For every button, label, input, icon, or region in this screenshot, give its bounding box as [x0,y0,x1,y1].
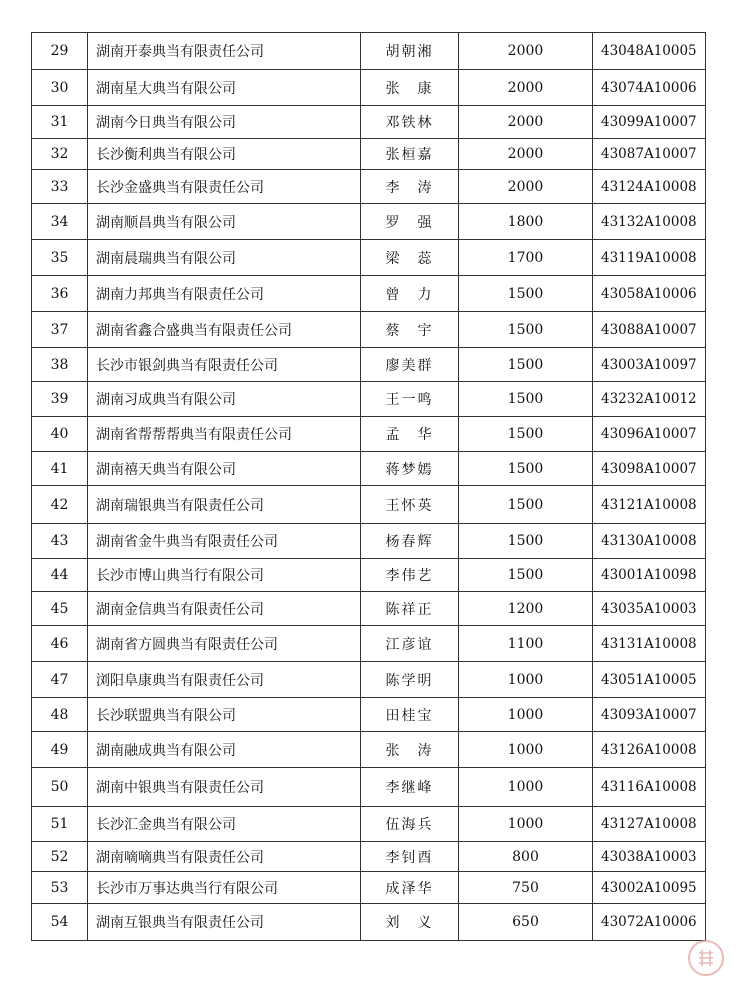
table-row [32,559,706,592]
legal-representative: 李钊酉 [361,842,459,872]
table-row [32,904,706,941]
legal-representative: 蔡 宇 [361,312,459,348]
company-name: 湖南晨瑞典当有限公司 [88,240,361,276]
license-number: 43038A10003 [593,842,706,872]
license-number: 43074A10006 [593,70,706,106]
company-name: 湖南力邦典当有限责任公司 [88,276,361,312]
row-number: 30 [32,70,88,106]
company-name: 湖南省方圆典当有限责任公司 [88,626,361,662]
registered-capital: 1500 [459,276,593,312]
legal-representative: 伍海兵 [361,807,459,842]
legal-representative: 张 康 [361,70,459,106]
row-number: 42 [32,486,88,524]
license-number: 43116A10008 [593,768,706,807]
company-name: 长沙衡利典当有限公司 [88,139,361,170]
row-number: 46 [32,626,88,662]
license-number: 43098A10007 [593,452,706,486]
license-number: 43127A10008 [593,807,706,842]
table-row [32,626,706,662]
table-row [32,106,706,139]
registered-capital: 1000 [459,807,593,842]
company-name: 湖南习成典当有限公司 [88,382,361,417]
company-name: 湖南互银典当有限责任公司 [88,904,361,941]
legal-representative: 陈祥正 [361,592,459,626]
table-row [32,170,706,204]
license-number: 43126A10008 [593,732,706,768]
legal-representative: 孟 华 [361,417,459,452]
legal-representative: 胡朝湘 [361,33,459,70]
license-number: 43002A10095 [593,872,706,904]
legal-representative: 廖美群 [361,348,459,382]
table-row [32,872,706,904]
table-row [32,807,706,842]
company-name: 湖南融成典当有限公司 [88,732,361,768]
registered-capital: 1500 [459,348,593,382]
license-number: 43131A10008 [593,626,706,662]
legal-representative: 田桂宝 [361,698,459,732]
table-row [32,70,706,106]
legal-representative: 陈学明 [361,662,459,698]
legal-representative: 梁 蕊 [361,240,459,276]
pawnshop-list-table [31,32,706,941]
company-name: 长沙联盟典当有限公司 [88,698,361,732]
legal-representative: 杨春辉 [361,524,459,559]
row-number: 51 [32,807,88,842]
table-row [32,240,706,276]
registered-capital: 1500 [459,312,593,348]
company-name: 长沙市银剑典当有限责任公司 [88,348,361,382]
company-name: 长沙市万事达典当行有限公司 [88,872,361,904]
table-row [32,417,706,452]
company-name: 浏阳阜康典当有限责任公司 [88,662,361,698]
license-number: 43087A10007 [593,139,706,170]
row-number: 39 [32,382,88,417]
registered-capital: 1500 [459,486,593,524]
row-number: 31 [32,106,88,139]
legal-representative: 王怀英 [361,486,459,524]
table-body [32,33,706,941]
license-number: 43130A10008 [593,524,706,559]
company-name: 湖南省金牛典当有限责任公司 [88,524,361,559]
legal-representative: 张 涛 [361,732,459,768]
row-number: 53 [32,872,88,904]
legal-representative: 邓铁林 [361,106,459,139]
table-row [32,486,706,524]
legal-representative: 李继峰 [361,768,459,807]
license-number: 43121A10008 [593,486,706,524]
table-row [32,348,706,382]
license-number: 43003A10097 [593,348,706,382]
row-number: 48 [32,698,88,732]
company-name: 长沙汇金典当有限公司 [88,807,361,842]
registered-capital: 2000 [459,170,593,204]
table-row [32,524,706,559]
row-number: 49 [32,732,88,768]
registered-capital: 1500 [459,382,593,417]
legal-representative: 王一鸣 [361,382,459,417]
row-number: 29 [32,33,88,70]
license-number: 43058A10006 [593,276,706,312]
company-name: 湖南瑞银典当有限责任公司 [88,486,361,524]
registered-capital: 1000 [459,662,593,698]
license-number: 43099A10007 [593,106,706,139]
company-name: 湖南金信典当有限责任公司 [88,592,361,626]
license-number: 43093A10007 [593,698,706,732]
company-name: 湖南顺昌典当有限公司 [88,204,361,240]
registered-capital: 1800 [459,204,593,240]
table-row [32,33,706,70]
license-number: 43132A10008 [593,204,706,240]
license-number: 43048A10005 [593,33,706,70]
registered-capital: 1700 [459,240,593,276]
registered-capital: 1000 [459,732,593,768]
table-row [32,276,706,312]
row-number: 54 [32,904,88,941]
table-row [32,662,706,698]
company-name: 湖南禧天典当有限公司 [88,452,361,486]
registered-capital: 1000 [459,768,593,807]
legal-representative: 李 涛 [361,170,459,204]
row-number: 45 [32,592,88,626]
registered-capital: 2000 [459,139,593,170]
row-number: 50 [32,768,88,807]
table-row [32,698,706,732]
table-row [32,768,706,807]
company-name: 湖南星大典当有限公司 [88,70,361,106]
registered-capital: 1100 [459,626,593,662]
company-name: 长沙金盛典当有限责任公司 [88,170,361,204]
table-row [32,382,706,417]
license-number: 43051A10005 [593,662,706,698]
row-number: 34 [32,204,88,240]
row-number: 40 [32,417,88,452]
registered-capital: 650 [459,904,593,941]
official-seal-icon [688,940,724,976]
license-number: 43035A10003 [593,592,706,626]
legal-representative: 蒋梦嫣 [361,452,459,486]
company-name: 湖南省帮帮帮典当有限责任公司 [88,417,361,452]
license-number: 43001A10098 [593,559,706,592]
registered-capital: 800 [459,842,593,872]
registered-capital: 750 [459,872,593,904]
row-number: 38 [32,348,88,382]
row-number: 44 [32,559,88,592]
row-number: 33 [32,170,88,204]
row-number: 47 [32,662,88,698]
table-row [32,592,706,626]
company-name: 长沙市博山典当行有限公司 [88,559,361,592]
legal-representative: 张桓嘉 [361,139,459,170]
row-number: 35 [32,240,88,276]
company-name: 湖南省鑫合盛典当有限责任公司 [88,312,361,348]
license-number: 43124A10008 [593,170,706,204]
company-name: 湖南中银典当有限责任公司 [88,768,361,807]
registered-capital: 2000 [459,33,593,70]
registered-capital: 1000 [459,698,593,732]
license-number: 43088A10007 [593,312,706,348]
legal-representative: 刘 义 [361,904,459,941]
table-row [32,842,706,872]
table-row [32,452,706,486]
row-number: 37 [32,312,88,348]
legal-representative: 曾 力 [361,276,459,312]
row-number: 52 [32,842,88,872]
license-number: 43096A10007 [593,417,706,452]
license-number: 43072A10006 [593,904,706,941]
registered-capital: 2000 [459,106,593,139]
license-number: 43119A10008 [593,240,706,276]
table-row [32,312,706,348]
registered-capital: 1200 [459,592,593,626]
company-name: 湖南今日典当有限公司 [88,106,361,139]
row-number: 43 [32,524,88,559]
legal-representative: 李伟艺 [361,559,459,592]
row-number: 32 [32,139,88,170]
table-row [32,139,706,170]
legal-representative: 江彦谊 [361,626,459,662]
row-number: 36 [32,276,88,312]
company-name: 湖南嘀嘀典当有限责任公司 [88,842,361,872]
row-number: 41 [32,452,88,486]
registered-capital: 1500 [459,417,593,452]
table-row [32,204,706,240]
registered-capital: 1500 [459,524,593,559]
license-number: 43232A10012 [593,382,706,417]
registered-capital: 1500 [459,559,593,592]
table-row [32,732,706,768]
registered-capital: 1500 [459,452,593,486]
company-name: 湖南开泰典当有限责任公司 [88,33,361,70]
legal-representative: 成泽华 [361,872,459,904]
legal-representative: 罗 强 [361,204,459,240]
registered-capital: 2000 [459,70,593,106]
